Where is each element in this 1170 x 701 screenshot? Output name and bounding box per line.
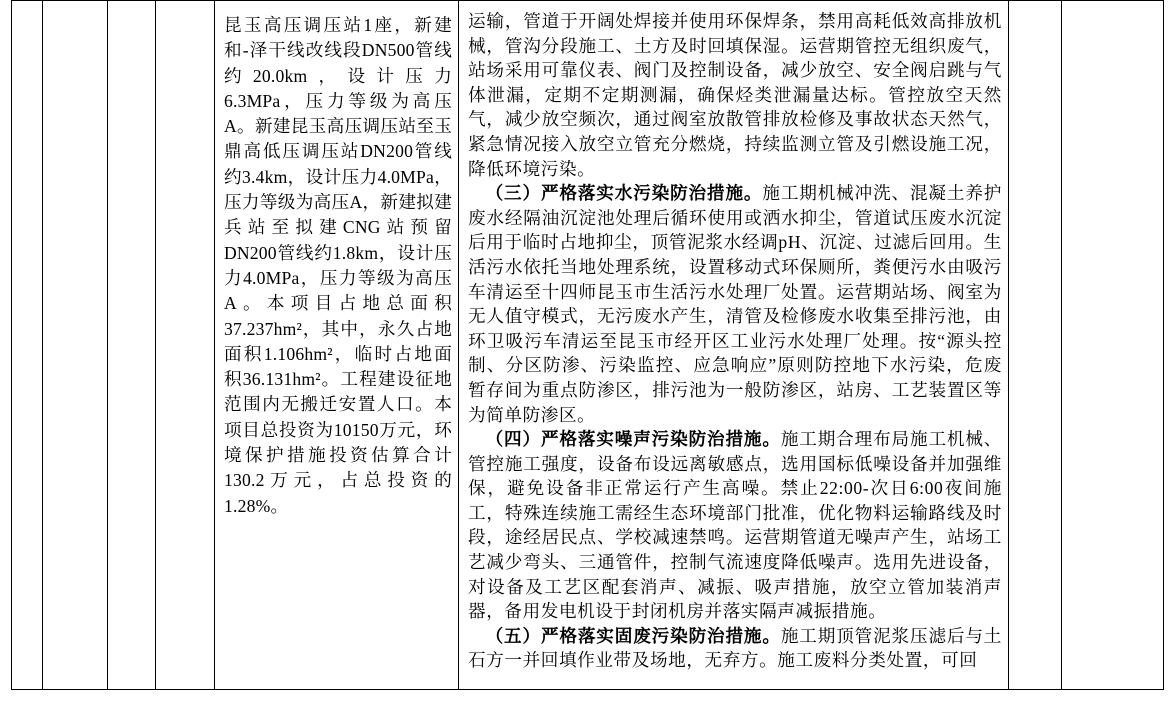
table-cell-remarks-b — [1062, 1, 1164, 690]
table-cell-project — [43, 1, 108, 690]
section-heading-solid-waste: （五）严格落实固废污染防治措施。 — [485, 625, 781, 646]
section-body-water: 施工期机械冲洗、混凝土养护废水经隔油沉淀池处理后循环使用或洒水抑尘，管道试压废水沉淀后用于临时占地抑尘，顶管泥浆水经调pH、沉淀、过滤后回用。生活污水依托当地处理系统，设置移动式环保厕所，粪便污水由吸污车清运至十四师昆玉市生活污水处理厂处置。运营期站场、阀室为无人值守模式，无污废水产生，清管及检修废水收集至排污池，由环卫吸污车清运至昆玉市经开区工业污水处理厂处理。按“源头控制、分区防渗、污染监控、应急响应”原则防控地下水污染，危废暂存间为重点防渗区，排污池为一般防渗区，站房、工艺装置区等为简单防渗区。 — [468, 183, 1002, 425]
table-cell-environmental-measures — [459, 1, 1009, 690]
measures-paragraph-air: 运输，管道于开阔处焊接并使用环保焊条，禁用高耗低效高排放机械，管沟分段施工、土方及时回填保湿。运营期管控无组织废气，站场采用可靠仪表、阀门及控制设备，减少放空、安全阀启跳与气体泄漏，定期不定期测漏，确保烃类泄漏量达标。管控放空天然气，减少放空频次，通过阀室放散管排放检修及事故状态天然气，紧急情况接入放空立管充分燃烧，持续监测立管及引燃设施工况，降低环境污染。 — [468, 11, 1002, 179]
measures-paragraph-solid-waste — [468, 624, 1002, 673]
measures-paragraph-water — [468, 181, 1002, 427]
table-cell-index — [12, 1, 43, 690]
section-heading-water: （三）严格落实水污染防治措施。 — [485, 183, 763, 204]
table-cell-unit — [108, 1, 156, 690]
table-cell-project-description — [215, 1, 459, 690]
table-row — [12, 1, 1164, 690]
measures-paragraph-noise — [468, 427, 1002, 624]
section-heading-noise: （四）严格落实噪声污染防治措施。 — [485, 429, 781, 450]
approval-table — [11, 0, 1164, 690]
section-body-noise: 施工期合理布局施工机械、管控施工强度，设备布设远离敏感点，选用国标低噪设备并加强维保，避免设备非正常运行产生高噪。禁止22:00-次日6:00夜间施工，特殊连续施工需经生态环境部门批准，优化物料运输路线及时段，途经居民点、学校减速禁鸣。运营期管道无噪声产生，站场工艺减少弯头、三通管件，控制气流速度降低噪声。选用先进设备，对设备及工艺区配套消声、减振、吸声措施，放空立管加装消声器，备用发电机设于封闭机房并落实隔声减振措施。 — [468, 429, 1002, 622]
project-description-text: 昆玉高压调压站1座，新建和-泽干线改线段DN500管线约20.0km，设计压力6.3MPa，压力等级为高压A。新建昆玉高压调压站至玉鼎高低压调压站DN200管线约3.4km，设计压力4.0MPa，压力等级为高压A，新建拟建兵站至拟建CNG站预留DN200管线约1.8km，设计压力4.0MPa，压力等级为高压A。本项目占地总面积37.237hm²，其中，永久占地面积1.106hm²，临时占地面积36.131hm²。工程建设征地范围内无搬迁安置人口。本项目总投资为10150万元，环境保护措施投资估算合计130.2万元，占总投资的1.28%。 — [224, 15, 452, 516]
table-cell-remarks-a — [1009, 1, 1062, 690]
table-cell-location — [156, 1, 215, 690]
section-body-solid-waste: 施工期顶管泥浆压滤后与土石方一并回填作业带及场地，无弃方。施工废料分类处置，可回 — [468, 625, 1002, 671]
